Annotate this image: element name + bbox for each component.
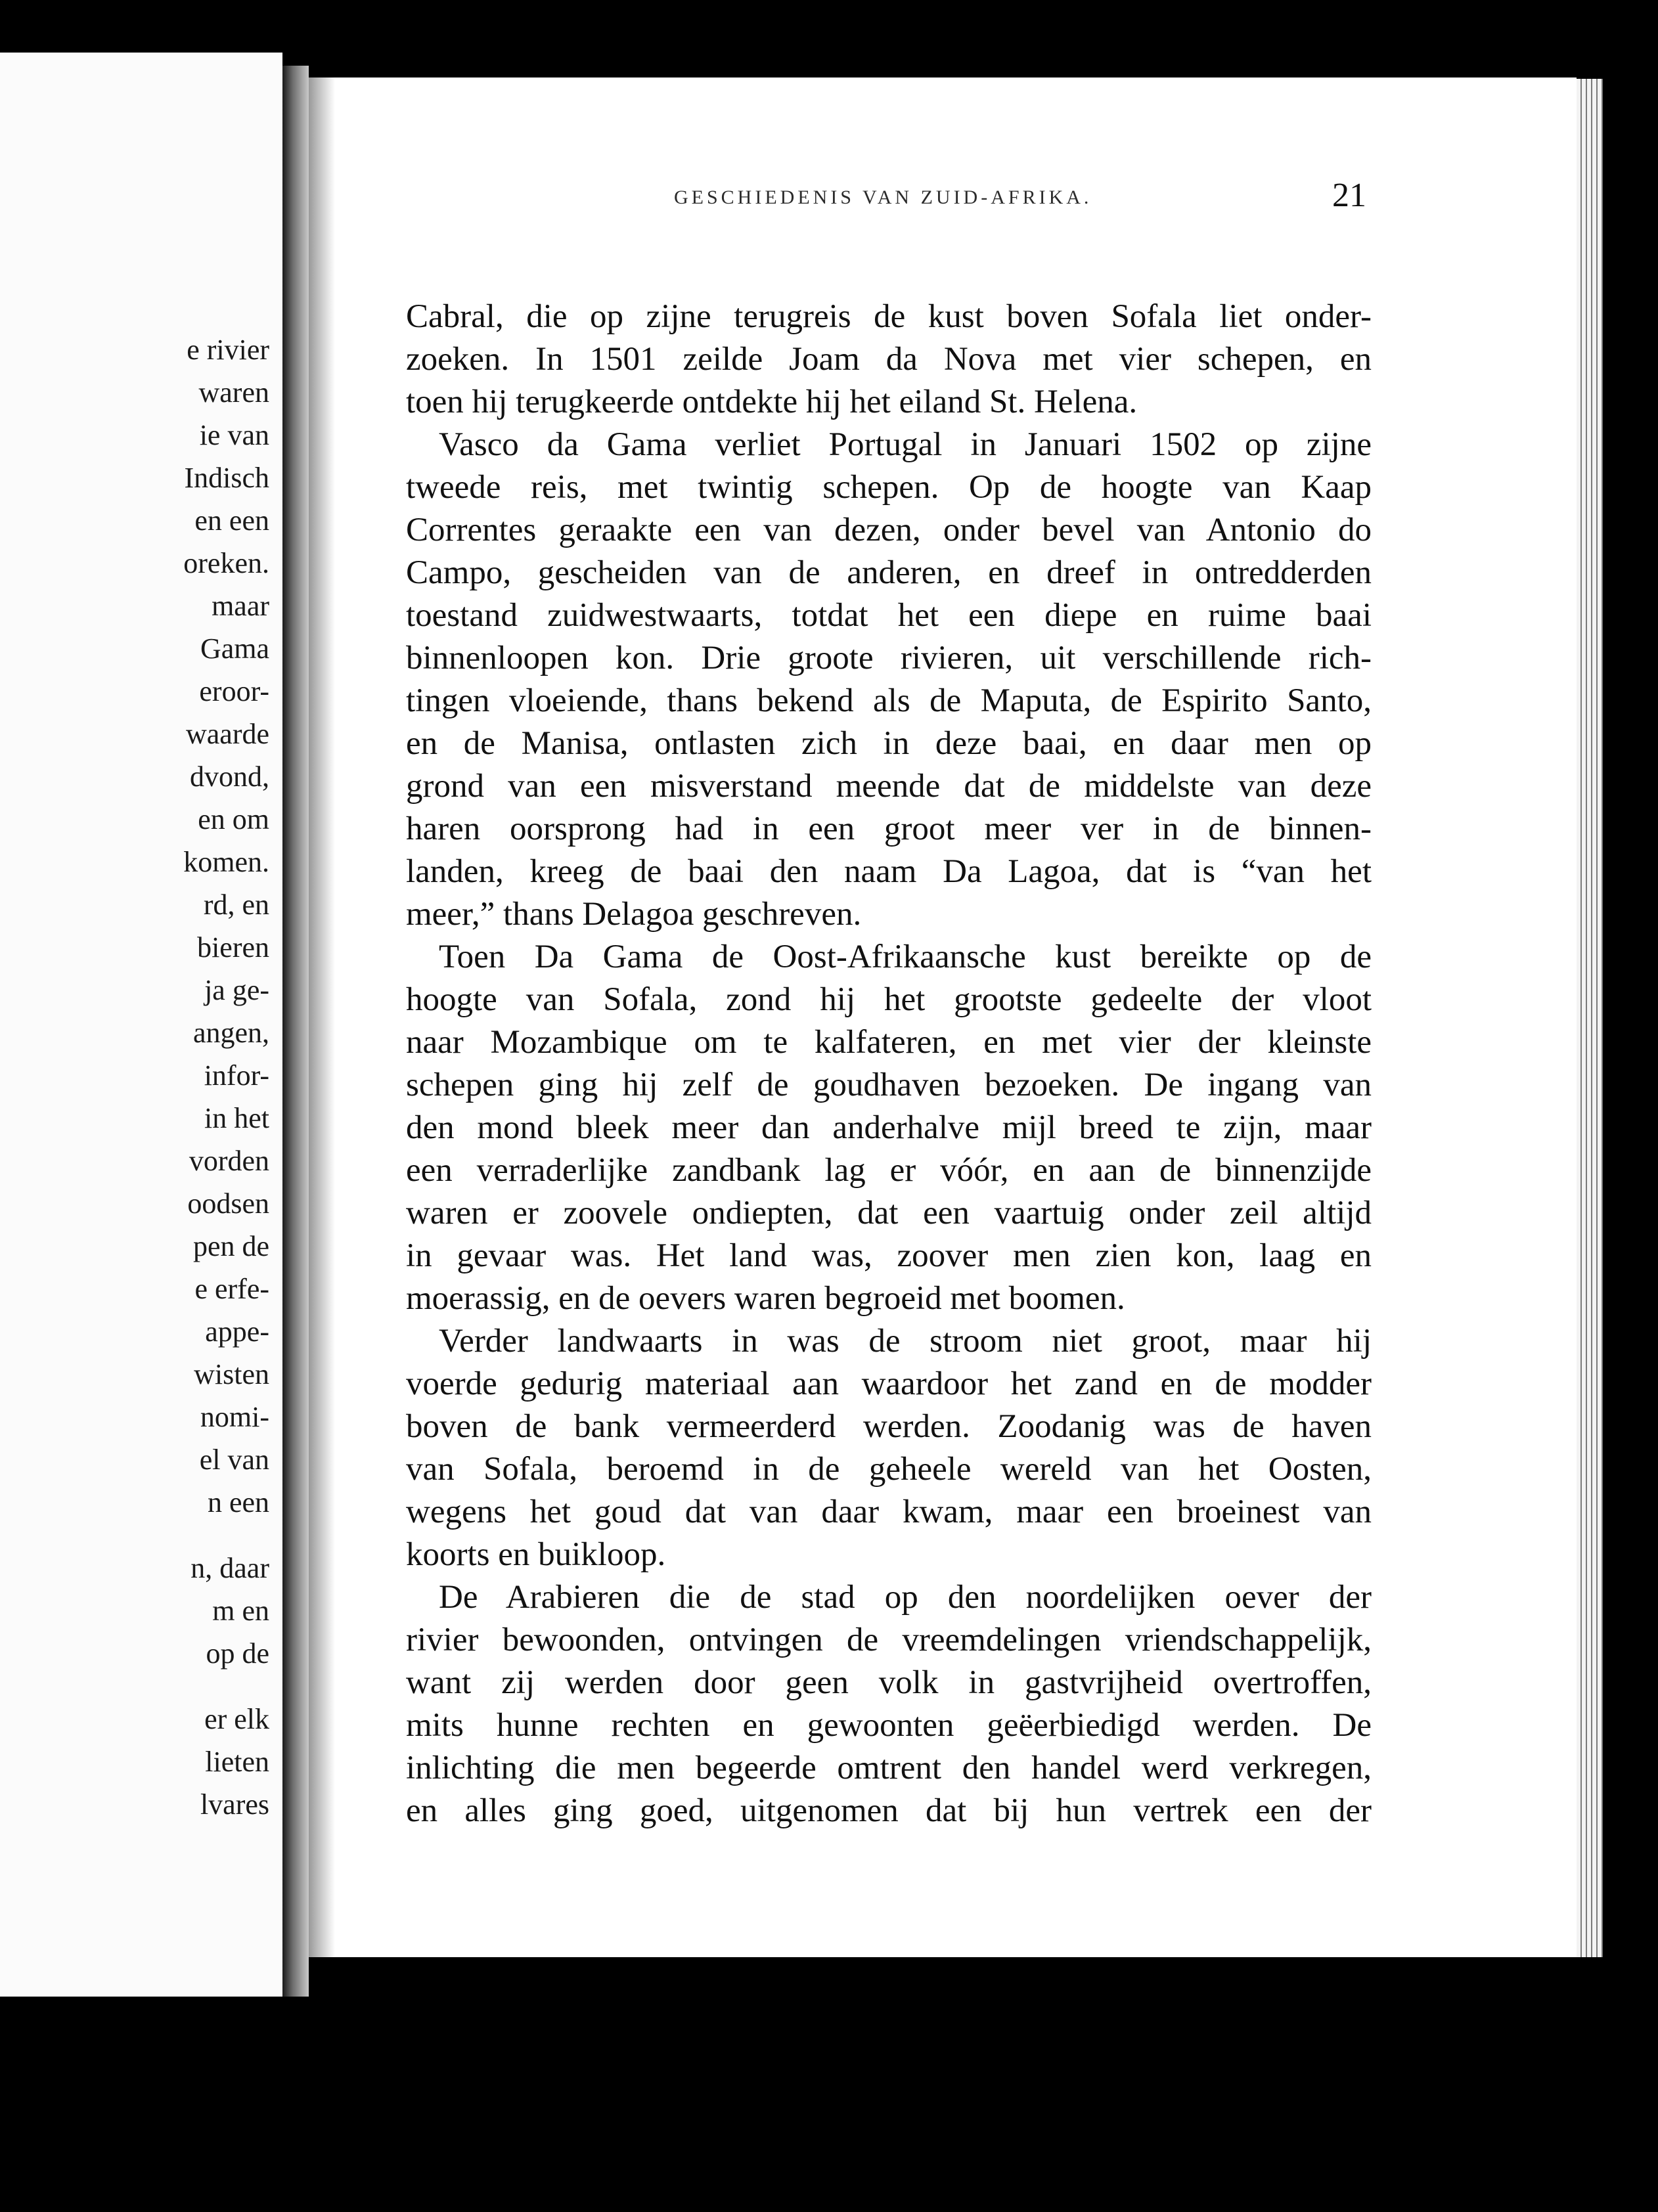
facing-page-line: en om	[198, 803, 269, 835]
facing-page-line: lvares	[200, 1788, 269, 1821]
text-line: binnenloopen kon. Drie groote rivieren, uit verschillende rich-	[406, 640, 1372, 676]
facing-page-line: oodsen	[187, 1187, 269, 1220]
text-line: moerassig, en de oevers waren begroeid met boomen.	[406, 1280, 1125, 1317]
text-line: toen hij terugkeerde ontdekte hij het eiland St. Helena.	[406, 384, 1138, 420]
text-line: koorts en buikloop.	[406, 1536, 666, 1573]
facing-page-line: Gama	[200, 632, 269, 665]
text-line: van Sofala, beroemd in de geheele wereld van het Oosten,	[406, 1451, 1372, 1488]
text-line: Verder landwaarts in was de stroom niet groot, maar hij	[439, 1323, 1372, 1360]
text-line: schepen ging hij zelf de goudhaven bezoeken. De ingang van	[406, 1067, 1372, 1103]
facing-page-line: lieten	[205, 1746, 269, 1778]
text-line: wegens het goud dat van daar kwam, maar een broeinest van	[406, 1493, 1372, 1530]
facing-page-line: infor-	[204, 1059, 269, 1092]
facing-page-line: wisten	[194, 1358, 269, 1390]
facing-page-line: appe-	[205, 1316, 269, 1348]
facing-page-line: nomi-	[200, 1401, 269, 1433]
text-line: Campo, gescheiden van de anderen, en dreef in ontredderden	[406, 554, 1372, 591]
text-line: tweede reis, met twintig schepen. Op de hoogte van Kaap	[406, 469, 1372, 506]
text-line: tingen vloeiende, thans bekend als de Maputa, de Espirito Santo,	[406, 682, 1372, 719]
facing-page-line: rd, en	[203, 889, 269, 921]
facing-page-line: vorden	[189, 1145, 269, 1177]
facing-page-line: n een	[207, 1486, 269, 1518]
text-line: den mond bleek meer dan anderhalve mijl breed te zijn, maar	[406, 1109, 1372, 1146]
text-line: in gevaar was. Het land was, zoover men zien kon, laag en	[406, 1237, 1372, 1274]
text-line: hoogte van Sofala, zond hij het grootste gedeelte der vloot	[406, 981, 1372, 1018]
text-line: Cabral, die op zijne terugreis de kust boven Sofala liet onder-	[406, 298, 1372, 335]
facing-page-line: eroor-	[199, 675, 269, 707]
text-line: want zij werden door geen volk in gastvrijheid overtroffen,	[406, 1664, 1372, 1701]
facing-page-line: maar	[212, 590, 269, 622]
facing-page-line: er elk	[204, 1703, 269, 1735]
facing-page-line: op de	[206, 1637, 269, 1670]
facing-page-line: bieren	[197, 931, 269, 963]
facing-page-line: e erfe-	[194, 1273, 269, 1305]
running-head	[368, 176, 1366, 229]
text-line: De Arabieren die de stad op den noordelijken oever der	[439, 1579, 1372, 1616]
text-line: boven de bank vermeerderd werden. Zoodanig was de haven	[406, 1408, 1372, 1445]
facing-page-line: pen de	[192, 1230, 269, 1262]
running-title: GESCHIEDENIS VAN ZUID-AFRIKA.	[674, 187, 1092, 208]
text-line: en alles ging goed, uitgenomen dat bij hun vertrek een der	[406, 1792, 1372, 1829]
text-line: grond van een misverstand meende dat de middelste van deze	[406, 768, 1372, 805]
text-line: landen, kreeg de baai den naam Da Lagoa, dat is “van het	[406, 853, 1372, 890]
text-line: rivier bewoonden, ontvingen de vreemdelingen vriendschappelijk,	[406, 1622, 1372, 1658]
facing-page-line: waren	[198, 376, 269, 409]
text-line: mits hunne rechten en gewoonten geëerbiedigd werden. De	[406, 1707, 1372, 1744]
facing-page-line	[72, 1524, 269, 1547]
text-line: een verraderlijke zandbank lag er vóór, en aan de binnenzijde	[406, 1152, 1372, 1189]
text-line: Correntes geraakte een van dezen, onder bevel van Antonio do	[406, 512, 1372, 548]
facing-page-line: m en	[212, 1595, 269, 1627]
facing-page-line: angen,	[192, 1017, 269, 1049]
facing-page-line: dvond,	[190, 761, 269, 793]
text-line: Vasco da Gama verliet Portugal in Januari 1502 op zijne	[439, 426, 1372, 463]
text-line: naar Mozambique om te kalfateren, en met vier der kleinste	[406, 1024, 1372, 1061]
facing-page-line: ie van	[199, 419, 269, 451]
facing-page-line	[72, 1675, 269, 1698]
facing-page-line: ja ge-	[204, 974, 269, 1006]
page-number: 21	[1332, 177, 1366, 214]
text-line: en de Manisa, ontlasten zich in deze baai, en daar men op	[406, 725, 1372, 762]
facing-page-line: waarde	[185, 718, 269, 750]
text-line: toestand zuidwestwaarts, totdat het een diepe en ruime baai	[406, 597, 1372, 634]
text-line: inlichting die men begeerde omtrent den handel werd verkregen,	[406, 1750, 1372, 1786]
facing-page-line: Indisch	[184, 462, 269, 494]
body-text	[406, 296, 1372, 1832]
text-line: waren er zoovele ondiepten, dat een vaartuig onder zeil altijd	[406, 1195, 1372, 1231]
text-line: voerde gedurig materiaal aan waardoor het zand en de modder	[406, 1365, 1372, 1402]
spine-shadow	[309, 77, 335, 1957]
facing-page-line: el van	[199, 1444, 269, 1476]
page-edges	[1577, 79, 1603, 1957]
facing-page-line: n, daar	[190, 1552, 269, 1584]
text-line: haren oorsprong had in een groot meer ver in de binnen-	[406, 810, 1372, 847]
text-line: Toen Da Gama de Oost-Afrikaansche kust bereikte op de	[439, 939, 1372, 975]
text-line: meer,” thans Delagoa geschreven.	[406, 896, 862, 933]
facing-page-line: in het	[204, 1102, 269, 1134]
facing-page-text	[72, 328, 269, 1826]
facing-page-line: komen.	[183, 846, 269, 878]
facing-page-line: e rivier	[187, 334, 269, 366]
facing-page-line: oreken.	[183, 547, 269, 579]
facing-page	[0, 53, 282, 1997]
facing-page-line: en een	[194, 504, 269, 537]
book-gutter	[282, 66, 309, 1997]
text-line: zoeken. In 1501 zeilde Joam da Nova met vier schepen, en	[406, 341, 1372, 378]
